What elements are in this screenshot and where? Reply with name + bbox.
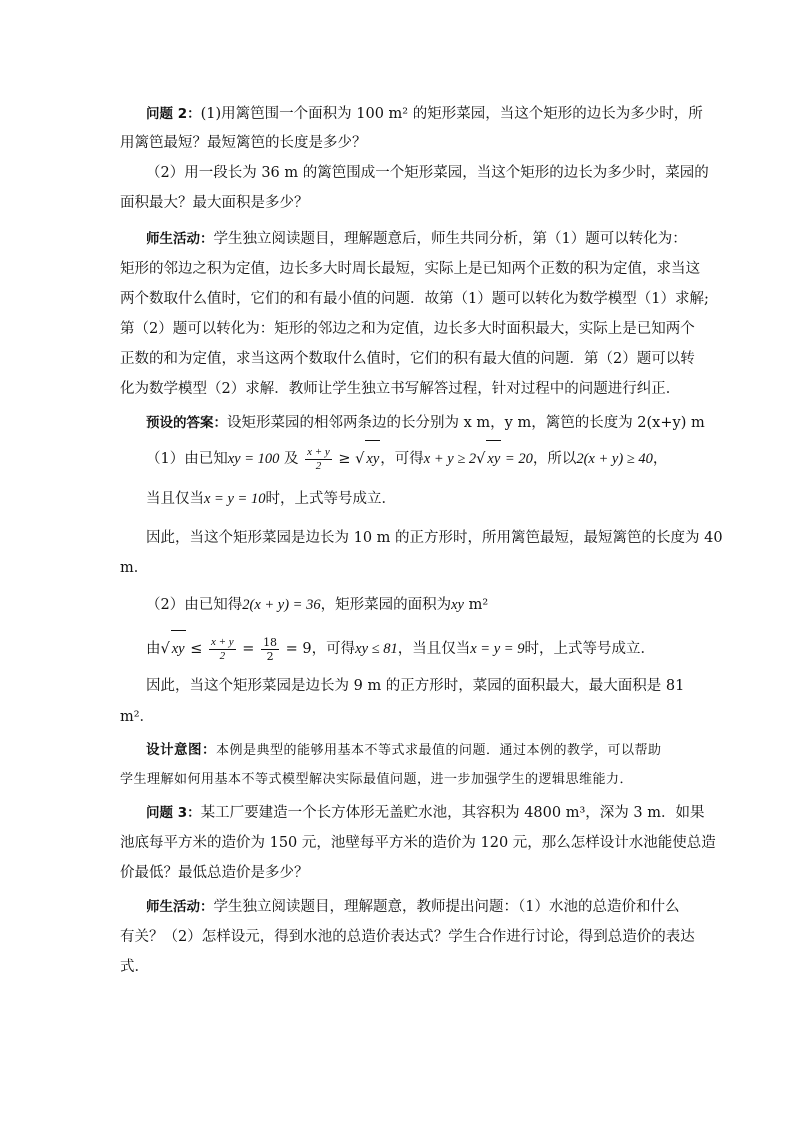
act1-label: 师生活动：	[146, 231, 214, 247]
answer-intro: 设矩形菜园的相邻两条边的长分别为 x m，y m，篱笆的长度为 2(x+y) m	[227, 415, 705, 431]
answer-eq-line-1	[146, 484, 706, 514]
conclusion-2: 因此，当这个矩形菜园是边长为 9 m 的正方形时，菜园的面积最大，最大面积是 81	[146, 678, 685, 694]
conclusion-2b: m²．	[120, 709, 155, 725]
s1-f: ，可得	[380, 451, 424, 467]
act1-line-6: 化为数学模型（2）求解．教师让学生独立书写解答过程，针对过程中的问题进行纠正．	[120, 381, 681, 397]
s3-a: 由	[146, 641, 161, 657]
s3-g: ，当且仅当	[397, 641, 471, 657]
s2-b: 2(x + y) = 36	[242, 597, 321, 613]
s2-a: （2）由已知得	[146, 597, 243, 613]
q2-label: 问题 2：	[146, 106, 201, 122]
s1-b: xy = 100	[227, 451, 280, 467]
eq1-c: 时，上式等号成立．	[265, 491, 396, 507]
answer-step-2	[146, 590, 706, 620]
design-text-1: 本例是典型的能够用基本不等式求最值的问题．通过本例的教学，可以帮助	[216, 743, 662, 758]
act1-line-2: 矩形的邻边之积为定值，边长多大时周长最短，实际上是已知两个正数的积为定值，求当这	[120, 261, 700, 277]
design-line-1	[146, 735, 706, 766]
eq1-b: x = y = 10	[204, 491, 266, 507]
s1-l: ，	[652, 451, 668, 467]
act1-line-3: 两个数取什么值时，它们的和有最小值的问题．故第（1）题可以转化为数学模型（1）求解;	[120, 291, 709, 307]
sqrt-icon: √	[160, 641, 170, 657]
design-line-2: 学生理解如何用基本不等式模型解决实际最值问题，进一步加强学生的逻辑思维能力．	[120, 772, 634, 787]
s1-e: xy	[365, 440, 380, 477]
s1-frac-num: x + y	[307, 445, 330, 458]
s1-h: xy	[486, 440, 501, 477]
s3-h: x = y = 9	[470, 641, 525, 657]
answer-label: 预设的答案：	[146, 415, 227, 431]
q2-text-1: (1)用篱笆围一个面积为 100 m² 的矩形菜园，当这个矩形的边长为多少时，所	[200, 106, 703, 122]
answer-step-3	[146, 630, 706, 667]
answer-step-1	[146, 440, 706, 477]
act1-line-1	[146, 224, 706, 254]
conclusion-1b: m．	[120, 560, 149, 576]
s3-i: 时，上式等号成立．	[524, 641, 655, 657]
s2-e: m²	[463, 597, 489, 613]
q3-text-1: 某工厂要建造一个长方体形无盖贮水池，其容积为 4800 m³，深为 3 m．如果	[200, 805, 705, 821]
sqrt-icon: √	[355, 451, 365, 467]
act2-label: 师生活动：	[146, 899, 214, 915]
s3-c: =	[237, 641, 260, 657]
act1-text-1: 学生独立阅读题目，理解题意后，师生共同分析，第（1）题可以转化为：	[213, 231, 687, 247]
q3-line-2: 池底每平方米的造价为 150 元，池壁每平方米的造价为 120 元，那么怎样设计水池能使总造	[120, 835, 716, 851]
q2-line-3: （2）用一段长为 36 m 的篱笆围成一个矩形菜园，当这个矩形的边长为多少时，菜园的	[146, 165, 709, 181]
q3-line-1	[146, 798, 706, 828]
s3-d: = 9	[281, 641, 312, 657]
act2-text-1: 学生独立阅读题目，理解题意，教师提出问题：（1）水池的总造价和什么	[213, 899, 680, 915]
s3-fraction-2	[261, 636, 279, 663]
s3-b: ≤	[185, 641, 207, 657]
s1-i: = 20	[501, 451, 533, 467]
q2-line-4: 面积最大？最大面积是多少？	[120, 195, 309, 211]
act2-line-1	[146, 892, 706, 922]
s3-e: ，可得	[311, 641, 356, 657]
act2-line-3: 式．	[120, 959, 149, 975]
q3-label: 问题 3：	[146, 805, 201, 821]
s1-k: 2(x + y) ≥ 40	[576, 451, 653, 467]
s1-a: （1）由已知	[146, 451, 228, 467]
s2-c: ，矩形菜园的面积为	[320, 597, 452, 613]
conclusion-1: 因此，当这个矩形菜园是边长为 10 m 的正方形时，所用篱笆最短，最短篱笆的长度为 40	[146, 530, 723, 546]
s1-g: x + y ≥ 2	[423, 451, 477, 467]
act1-line-4: 第（2）题可以转化为：矩形的邻边之和为定值，边长多大时面积最大，实际上是已知两个	[120, 321, 695, 337]
s2-d: xy	[451, 597, 464, 613]
q3-line-3: 价最低？最低总造价是多少？	[120, 865, 309, 881]
q2-line-2: 用篱笆最短？最短篱笆的长度是多少？	[120, 135, 367, 151]
s1-c: 及	[279, 451, 304, 467]
s1-fraction	[305, 446, 332, 473]
s3-root: xy	[171, 630, 186, 667]
design-label: 设计意图：	[146, 742, 216, 758]
s3-frac1-num: x + y	[211, 635, 234, 648]
s1-d: ≥	[333, 451, 356, 467]
eq1-a: 当且仅当	[146, 491, 204, 507]
s1-j: ，所以	[532, 451, 577, 467]
s3-frac1-den: 2	[219, 649, 226, 662]
s1-frac-den: 2	[315, 459, 322, 472]
s3-fraction-1	[209, 636, 236, 663]
answer-intro-line	[146, 408, 706, 438]
q2-line-1	[146, 99, 706, 129]
s3-frac2-num: 18	[263, 635, 278, 649]
s3-frac2-den: 2	[266, 649, 274, 663]
act2-line-2: 有关？（2）怎样设元，得到水池的总造价表达式？学生合作进行讨论，得到总造价的表达	[120, 929, 695, 945]
sqrt-icon: √	[476, 451, 486, 467]
s3-f: xy ≤ 81	[355, 641, 398, 657]
act1-line-5: 正数的和为定值，求当这两个数取什么值时，它们的积有最大值的问题．第（2）题可以转	[120, 351, 695, 367]
